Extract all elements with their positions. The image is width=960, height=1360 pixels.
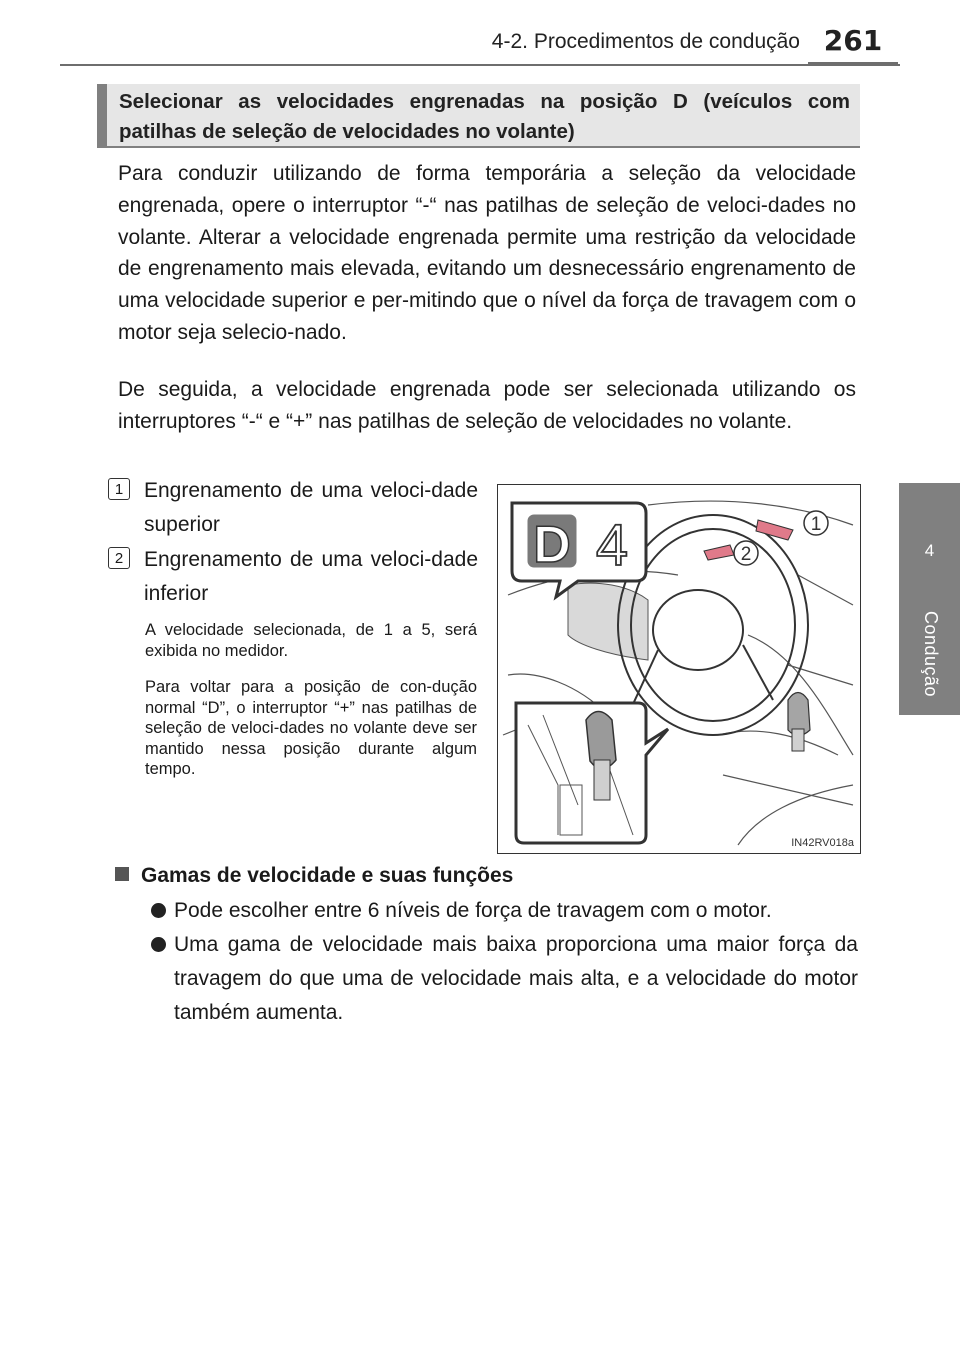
bullet-dot-icon <box>151 903 166 918</box>
bullet-item-2 <box>148 928 858 1030</box>
item-text: Engrenamento de uma veloci-dade superior <box>144 479 478 536</box>
list-item-2 <box>108 543 478 611</box>
page-number: 261 <box>823 24 883 57</box>
note-2: Para voltar para a posição de con-dução normal “D”, o interruptor “+” nas patilhas de seleção de veloci-dades no volante deve ser mantido nessa posição durante algum tempo. <box>145 678 477 778</box>
chapter-label: Condução <box>921 611 941 698</box>
square-bullet-icon <box>115 867 129 881</box>
header-divider-accent <box>808 62 898 66</box>
bullet-dot-icon <box>151 937 166 952</box>
callout-2-label: 2 <box>740 544 752 565</box>
body-paragraph-2: De seguida, a velocidade engrenada pode ser selecionada utilizando os interruptores “-“ e “+” nas patilhas de seleção de velocidades no volante. <box>118 378 856 433</box>
item-number-badge: 2 <box>108 547 130 569</box>
subsection-heading <box>115 864 513 888</box>
list-item-1 <box>108 474 478 542</box>
paddle-shift-illustration <box>497 484 861 854</box>
chapter-side-tab <box>899 483 960 715</box>
subsection-heading-text: Gamas de velocidade e suas funções <box>141 864 514 887</box>
bullet-item-1 <box>148 894 858 928</box>
figure-code: IN42RV018a <box>791 837 854 849</box>
header-section-title: 4-2. Procedimentos de condução <box>491 30 800 53</box>
header-divider <box>60 64 900 66</box>
item-number-badge: 1 <box>108 478 130 500</box>
item-text: Engrenamento de uma veloci-dade inferior <box>144 548 478 605</box>
body-paragraph-1: Para conduzir utilizando de forma temporária a seleção da velocidade engrenada, opere o interruptor “-“ nas patilhas de seleção de veloci-dades no volante. Alterar a velocidade engrenada permite uma restrição da velocidade de engrenamento mais elevada, evitando um desnecessário engrenamento de uma velocidade superior e per-mitindo que o nível da força de travagem com o motor seja selecio-nado. <box>118 162 856 344</box>
gear-indicator-number: 4 <box>595 513 629 578</box>
section-title-box <box>97 84 860 148</box>
section-title: Selecionar as velocidades engrenadas na posição D (veículos com patilhas de seleção de velocidades no volante) <box>119 90 850 143</box>
gear-indicator-letter: D <box>533 516 571 574</box>
bullet-text: Pode escolher entre 6 níveis de força de travagem com o motor. <box>174 899 772 922</box>
note-1: A velocidade selecionada, de 1 a 5, será exibida no medidor. <box>145 621 477 660</box>
chapter-number: 4 <box>924 541 935 560</box>
callout-1-label: 1 <box>810 514 822 535</box>
bullet-text: Uma gama de velocidade mais baixa proporciona uma maior força da travagem do que uma de velocidade mais alta, e a velocidade do motor também aumenta. <box>174 933 858 1024</box>
illustration-drawing <box>498 485 859 852</box>
